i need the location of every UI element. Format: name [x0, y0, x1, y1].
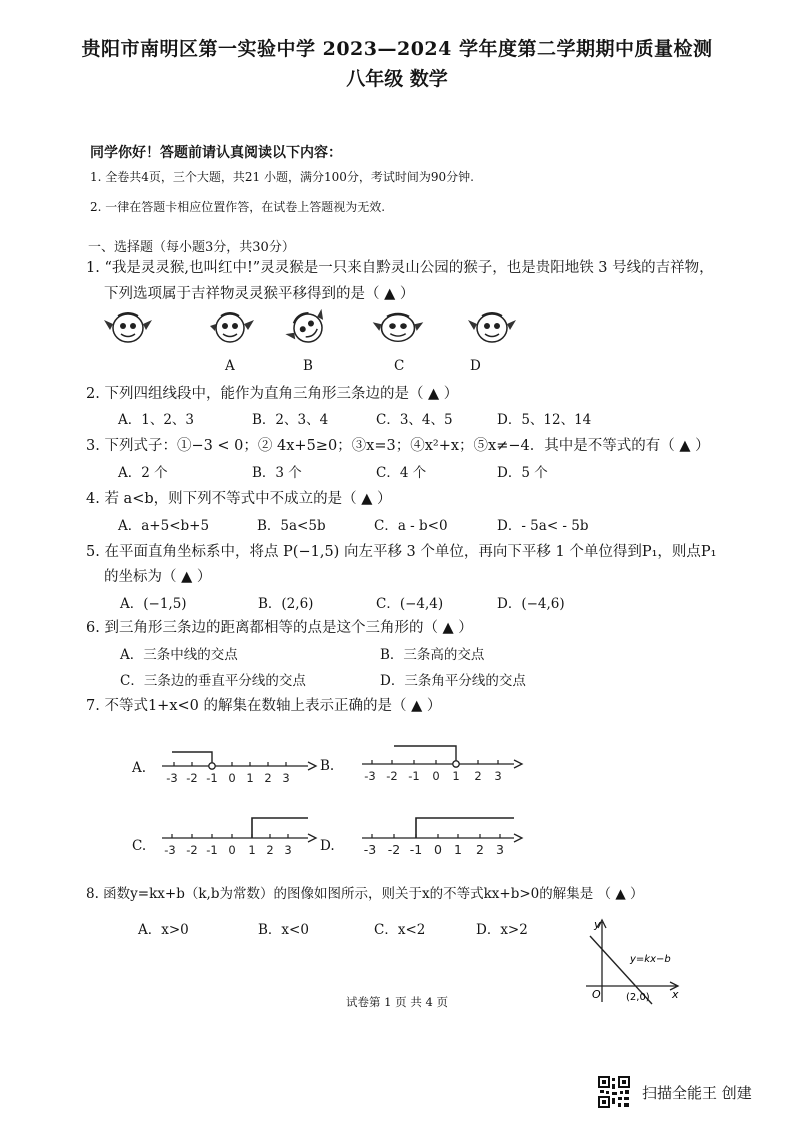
- tick-label: 1: [454, 842, 462, 857]
- tick-label: -3: [164, 843, 176, 857]
- page-footer: 试卷第 1 页 共 4 页: [346, 995, 448, 1009]
- tick-label: -1: [409, 842, 423, 857]
- notice-item-2: 2. 一律在答题卡相应位置作答，在试卷上答题视为无效.: [90, 200, 386, 214]
- q8-option-a: A．x>0: [138, 922, 189, 938]
- q7-number-line-d: [358, 812, 526, 858]
- x-axis-label: x: [672, 988, 679, 1001]
- point-label: (2,0): [626, 992, 650, 1003]
- q5-option-c: C．(−4,4): [376, 596, 444, 612]
- q3-option-b: B．3 个: [252, 465, 302, 481]
- tick-label: -2: [186, 843, 198, 857]
- q1-line2: 下列选项属于吉祥物灵灵猴平移得到的是（ ▲ ）: [104, 286, 415, 302]
- q2-option-b: B．2、3、4: [252, 412, 329, 428]
- tick-label: -3: [364, 769, 376, 783]
- scanner-watermark: 扫描全能王 创建: [642, 1084, 752, 1102]
- q1-label-c: C: [394, 358, 405, 374]
- tick-label: 2: [476, 842, 484, 857]
- qr-code-icon: [598, 1076, 630, 1108]
- y-axis-label: y: [594, 918, 601, 931]
- q8-option-c: C．x<2: [374, 922, 426, 938]
- q3-option-d: D．5 个: [497, 465, 548, 481]
- notice-item-1: 1. 全卷共4页，三个大题，共21 小题，满分100分，考试时间为90分钟.: [90, 170, 474, 184]
- q4-stem: 4. 若 a<b，则下列不等式中不成立的是（ ▲ ）: [86, 491, 392, 507]
- tick-label: 1: [452, 769, 460, 783]
- q5-option-b: B．(2,6): [258, 596, 314, 612]
- tick-label: 2: [264, 771, 272, 785]
- q6-option-d: D．三条角平分线的交点: [380, 673, 526, 689]
- tick-label: 0: [434, 842, 442, 857]
- q1-label-a: A: [225, 358, 235, 374]
- q7-stem: 7. 不等式1+x<0 的解集在数轴上表示正确的是（ ▲ ）: [86, 698, 442, 714]
- origin-label: O: [592, 988, 601, 1001]
- exam-subtitle: 八年级 数学: [346, 68, 448, 90]
- tick-label: 0: [228, 771, 236, 785]
- q6-option-c: C．三条边的垂直平分线的交点: [120, 673, 306, 689]
- tick-label: 2: [474, 769, 482, 783]
- q1-label-b: B: [303, 358, 313, 374]
- notice-heading: 同学你好！答题前请认真阅读以下内容：: [90, 145, 342, 161]
- tick-label: 0: [432, 769, 440, 783]
- q1-label-d: D: [470, 358, 481, 374]
- section-heading: 一、选择题（每小题3分，共30分）: [88, 240, 295, 255]
- line-label: y=kx−b: [630, 954, 671, 965]
- tick-label: -1: [408, 769, 420, 783]
- tick-label: -3: [166, 771, 178, 785]
- monkey-option-a-icon: [210, 313, 254, 342]
- q5-line1: 5. 在平面直角坐标系中，将点 P(−1,5) 向左平移 3 个单位，再向下平移 1 个单位得到P₁，则点P₁: [86, 544, 717, 560]
- q2-option-a: A．1、2、3: [118, 412, 195, 428]
- monkey-option-b-icon: [281, 306, 334, 352]
- q7-label-a: A.: [132, 760, 147, 776]
- tick-label: 1: [248, 843, 256, 857]
- tick-label: -2: [386, 769, 398, 783]
- tick-label: 1: [246, 771, 254, 785]
- q7-label-d: D.: [320, 838, 335, 854]
- tick-label: -1: [206, 843, 218, 857]
- q8-stem: 8. 函数y=kx+b（k,b为常数）的图像如图所示，则关于x的不等式kx+b>0的解集是 （ ▲ ）: [86, 886, 644, 902]
- tick-label: 3: [496, 842, 504, 857]
- monkey-original-icon: [104, 313, 152, 342]
- q6-option-a: A．三条中线的交点: [120, 647, 238, 663]
- q7-label-c: C.: [132, 838, 147, 854]
- q7-number-line-a: [158, 742, 318, 786]
- tick-label: -1: [206, 771, 218, 785]
- q6-stem: 6. 到三角形三条边的距离都相等的点是这个三角形的（ ▲ ）: [86, 620, 473, 636]
- q6-option-b: B．三条高的交点: [380, 647, 485, 663]
- q7-number-line-c: [158, 812, 318, 858]
- q2-option-c: C．3、4、5: [376, 412, 453, 428]
- q7-label-b: B.: [320, 758, 335, 774]
- tick-label: -3: [363, 842, 377, 857]
- tick-label: -2: [387, 842, 401, 857]
- monkey-option-c-icon: [373, 314, 424, 342]
- q5-line2: 的坐标为（ ▲ ）: [104, 569, 212, 585]
- q3-option-a: A．2 个: [118, 465, 168, 481]
- q4-option-a: A．a+5<b+5: [118, 518, 210, 534]
- tick-label: -2: [186, 771, 198, 785]
- q5-option-d: D．(−4,6): [497, 596, 565, 612]
- tick-label: 3: [282, 771, 290, 785]
- exam-title: 贵阳市南明区第一实验中学 2023—2024 学年度第二学期期中质量检测: [81, 38, 713, 60]
- q2-option-d: D．5、12、14: [497, 412, 592, 428]
- q3-stem: 3. 下列式子：①−3 < 0；② 4x+5≥0；③x=3；④x²+x；⑤x≠−4．其中是不等式的有（ ▲ ）: [86, 438, 710, 454]
- monkey-option-d-icon: [468, 313, 516, 342]
- q3-option-c: C．4 个: [376, 465, 427, 481]
- q4-option-b: B．5a<5b: [257, 518, 326, 534]
- q7-number-line-b: [358, 738, 526, 784]
- q5-option-a: A．(−1,5): [120, 596, 187, 612]
- q1-mascot-images: [100, 306, 530, 356]
- tick-label: 3: [494, 769, 502, 783]
- tick-label: 0: [228, 843, 236, 857]
- tick-label: 3: [284, 843, 292, 857]
- q4-option-c: C．a - b<0: [374, 518, 448, 534]
- q8-option-d: D．x>2: [476, 922, 528, 938]
- q1-line1: 1. “我是灵灵猴,也叫红中!”灵灵猴是一只来自黔灵山公园的猴子，也是贵阳地铁 3 号线的吉祥物，: [86, 260, 714, 276]
- q4-option-d: D．- 5a< - 5b: [497, 518, 589, 534]
- tick-label: 2: [266, 843, 274, 857]
- q8-option-b: B．x<0: [258, 922, 309, 938]
- q2-stem: 2. 下列四组线段中，能作为直角三角形三条边的是（ ▲ ）: [86, 386, 459, 402]
